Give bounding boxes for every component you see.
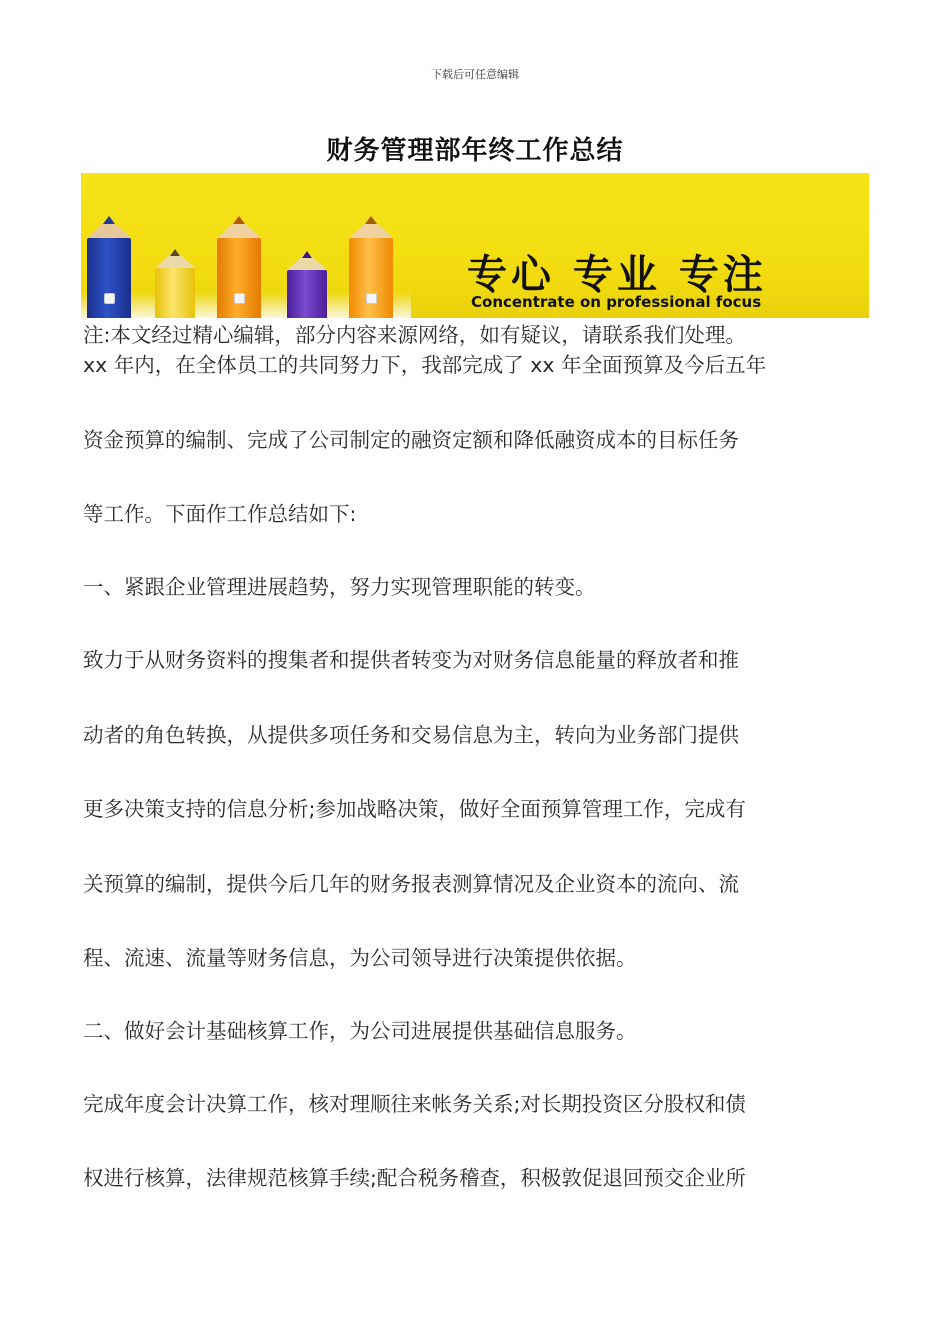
purple-pencil-icon <box>287 252 327 318</box>
section-heading-1: 一、紧跟企业管理进展趋势，努力实现管理职能的转变。 <box>83 575 596 599</box>
banner-slogan: 专心 专业 专注 <box>467 252 767 298</box>
text-line: xx 年内，在全体员工的共同努力下，我部完成了 xx 年全面预算及今后五年 <box>83 353 767 377</box>
text-line: 资金预算的编制、完成了公司制定的融资定额和降低融资成本的目标任务 <box>83 428 739 452</box>
header-note: 下载后可任意编辑 <box>431 68 519 81</box>
text-line: 更多决策支持的信息分析;参加战略决策，做好全面预算管理工作，完成有 <box>83 797 746 821</box>
text-line: 程、流速、流量等财务信息，为公司领导进行决策提供依据。 <box>83 946 637 970</box>
text-line: 等工作。下面作工作总结如下: <box>83 502 357 526</box>
blue-pencil-icon <box>87 218 131 318</box>
banner-slogan-english: Concentrate on professional focus <box>471 293 762 311</box>
light-orange-pencil-icon <box>349 218 393 318</box>
document-title: 财务管理部年终工作总结 <box>326 136 624 166</box>
yellow-pencil-icon <box>155 250 195 318</box>
orange-pencil-icon <box>217 218 261 318</box>
section-heading-2: 二、做好会计基础核算工作，为公司进展提供基础信息服务。 <box>83 1019 637 1043</box>
text-line: 完成年度会计决算工作，核对理顺往来帐务关系;对长期投资区分股权和债 <box>83 1092 746 1116</box>
text-line: 权进行核算，法律规范核算手续;配合税务稽查，积极敦促退回预交企业所 <box>83 1166 746 1190</box>
banner-image <box>81 173 869 318</box>
editor-notice: 注:本文经过精心编辑，部分内容来源网络，如有疑议，请联系我们处理。 <box>83 323 746 347</box>
text-line: 动者的角色转换，从提供多项任务和交易信息为主，转向为业务部门提供 <box>83 723 739 747</box>
text-line: 致力于从财务资料的搜集者和提供者转变为对财务信息能量的释放者和推 <box>83 648 739 672</box>
text-line: 关预算的编制，提供今后几年的财务报表测算情况及企业资本的流向、流 <box>83 872 739 896</box>
